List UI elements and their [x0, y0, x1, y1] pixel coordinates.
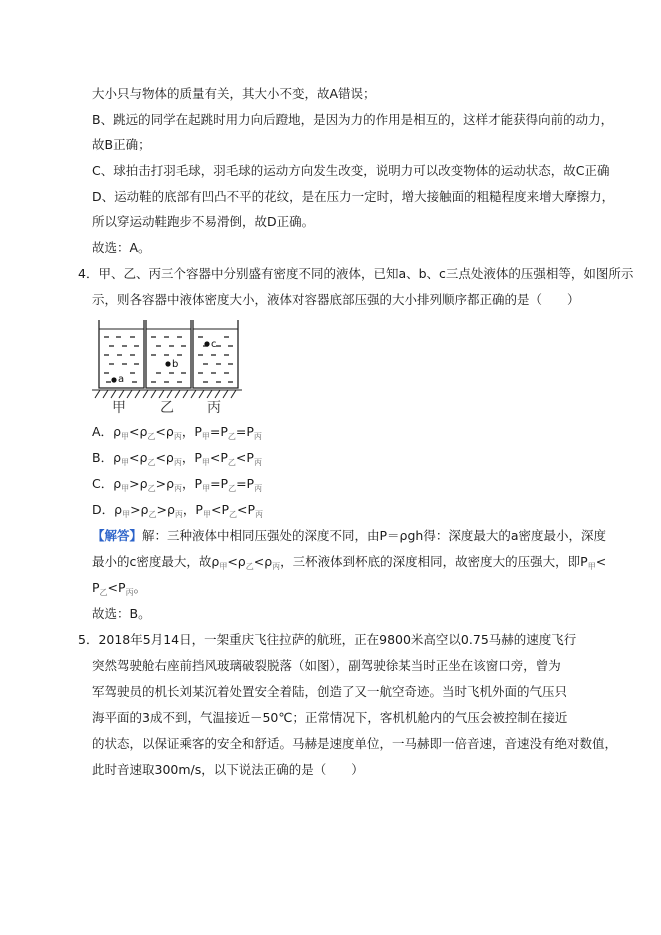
q4-option-c: [92, 476, 262, 497]
op: <P: [107, 580, 126, 595]
sub-yi: 乙: [148, 510, 157, 519]
sol3-line-6: 所以穿运动鞋跑步不易滑倒，故D正确。: [92, 214, 315, 229]
sub-bing: 丙: [253, 432, 262, 441]
sol3-line-1: 大小只与物体的质量有关，其大小不变，故A错误；: [92, 86, 376, 101]
op: <ρ: [227, 554, 246, 569]
sub-yi: 乙: [227, 432, 236, 441]
rho: ρ: [113, 476, 122, 491]
sol3-line-5: D、运动鞋的底部有凹凸不平的花纹，是在压力一定时，增大接触面的粗糙程度来增大摩擦力，: [92, 189, 615, 204]
sub-bing: 丙: [255, 510, 263, 519]
rho: ρ: [114, 502, 123, 517]
sub-jia: 甲: [201, 432, 210, 441]
q5-text-1: 2018年5月14日，一架重庆飞往拉萨的航班，正在9800米高空以0.75马赫的速度飞行: [98, 632, 577, 647]
rho: ρ: [113, 450, 122, 465]
sol3-line-2: B、跳远的同学在起跳时用力向后蹬地，是因为力的作用是相互的，这样才能获得向前的动力，: [92, 112, 614, 127]
q4-answer: 故选：B。: [92, 606, 151, 621]
q4-solution-line-1: [92, 528, 606, 544]
p: ，P: [181, 424, 202, 439]
point-c-label: c: [211, 339, 217, 350]
op: >ρ: [129, 476, 148, 491]
op: =P: [236, 476, 255, 491]
op: >ρ: [155, 476, 175, 491]
sub-bing: 丙: [173, 458, 182, 467]
point-b-dot: [165, 361, 170, 366]
sub-jia: 甲: [587, 562, 596, 571]
option-letter: B．: [92, 450, 114, 465]
op: <ρ: [129, 424, 148, 439]
label-bing: 丙: [207, 400, 221, 414]
sub-bing: 丙: [272, 562, 281, 571]
op: <ρ: [129, 450, 148, 465]
sub-yi: 乙: [147, 484, 156, 493]
sub-bing: 丙: [254, 484, 263, 493]
sub-yi: 乙: [228, 484, 237, 493]
op: >ρ: [130, 502, 149, 517]
sub-jia: 甲: [122, 510, 131, 519]
sub-jia: 甲: [202, 484, 211, 493]
op: =P: [210, 476, 229, 491]
sol3-answer: 故选：A。: [92, 240, 151, 255]
op: <P: [209, 450, 228, 465]
sub-bing: 丙: [125, 588, 134, 597]
q5-number: 5．: [78, 632, 99, 647]
sol3-line-3: 故B正确；: [92, 137, 151, 152]
op: =P: [235, 424, 254, 439]
sub-bing: 丙: [253, 458, 262, 467]
sub-jia: 甲: [121, 484, 130, 493]
sub-yi: 乙: [99, 588, 108, 597]
rho: ρ: [113, 424, 121, 439]
sub-yi: 乙: [147, 458, 156, 467]
q5-line-3: 军驾驶员的机长刘某沉着处置安全着陆，创造了又一航空奇迹。当时飞机外面的气压只: [92, 684, 568, 699]
sol3-line-4: C、球拍击打羽毛球，羽毛球的运动方向发生改变，说明力可以改变物体的运动状态，故C正确: [92, 163, 610, 178]
text: 最小的c密度最大，故ρ: [92, 554, 220, 569]
q5-line-1: [78, 632, 576, 648]
q4-stem-text-1: 甲、乙、丙三个容器中分别盛有密度不同的液体，已知a、b、c三点处液体的压强相等，如图所示: [98, 266, 634, 281]
q4-option-b: [92, 450, 262, 471]
label-jia: 甲: [112, 400, 126, 414]
q4-stem-line-1: [78, 266, 633, 282]
sub-jia: 甲: [201, 458, 210, 467]
q4-stem-line-2: 示，则各容器中液体密度大小，液体对容器底部压强的大小排列顺序都正确的是（ ）: [92, 292, 580, 307]
q4-option-d: [92, 502, 263, 523]
q5-line-5: 的状态，以保证乘客的安全和舒适。马赫是速度单位，一马赫即一倍音速，音速没有绝对数值，: [92, 736, 618, 751]
sub-bing: 丙: [174, 484, 183, 493]
label-yi: 乙: [160, 400, 174, 414]
solution-tag: 【解答】: [92, 528, 143, 543]
solution-text-1: 解：三种液体中相同压强处的深度不同，由P＝ρgh得：深度最大的a密度最小，深度: [142, 528, 607, 543]
q4-number: 4．: [78, 266, 99, 281]
op: >ρ: [156, 502, 175, 517]
q4-option-a: [92, 424, 262, 445]
sub-yi: 乙: [227, 458, 236, 467]
point-c-dot: [204, 341, 209, 346]
op: <ρ: [155, 424, 174, 439]
p: ，P: [182, 476, 203, 491]
q5-line-6: 此时音速取300m/s，以下说法正确的是（ ）: [92, 762, 364, 777]
op: <ρ: [253, 554, 273, 569]
q4-containers-figure: [92, 316, 242, 414]
sub-bing: 丙: [173, 432, 182, 441]
point-a-label: a: [118, 374, 125, 385]
op: <P: [236, 502, 255, 517]
p: ，P: [182, 502, 203, 517]
q5-line-2: 突然驾驶舱右座前挡风玻璃破裂脱落（如图），副驾驶徐某当时正坐在该窗口旁，曾为: [92, 658, 561, 673]
sub-jia: 甲: [202, 510, 211, 519]
sub-jia: 甲: [121, 432, 129, 441]
q5-line-4: 海平面的3成不到，气温接近－50℃；正常情况下，客机机舱内的气压会被控制在接近: [92, 710, 568, 725]
q4-solution-line-3: [92, 580, 146, 601]
op: <P: [210, 502, 229, 517]
sub-yi: 乙: [245, 562, 254, 571]
option-letter: A．: [92, 424, 114, 439]
text: ，三杯液体到杯底的深度相同，故密度大的压强大，即P: [280, 554, 588, 569]
q4-solution-line-2: [92, 554, 606, 575]
point-a-dot: [111, 377, 116, 382]
p: ，P: [181, 450, 202, 465]
text: P: [92, 580, 100, 595]
sub-bing: 丙: [174, 510, 183, 519]
sub-jia: 甲: [219, 562, 228, 571]
op: <P: [235, 450, 254, 465]
op: =P: [209, 424, 228, 439]
sub-yi: 乙: [228, 510, 237, 519]
sub-yi: 乙: [147, 432, 156, 441]
option-letter: C．: [92, 476, 114, 491]
sub-jia: 甲: [121, 458, 130, 467]
option-letter: D．: [92, 502, 115, 517]
op: <: [595, 554, 607, 569]
op: <ρ: [155, 450, 174, 465]
text: 。: [133, 580, 147, 595]
point-b-label: b: [172, 359, 179, 370]
